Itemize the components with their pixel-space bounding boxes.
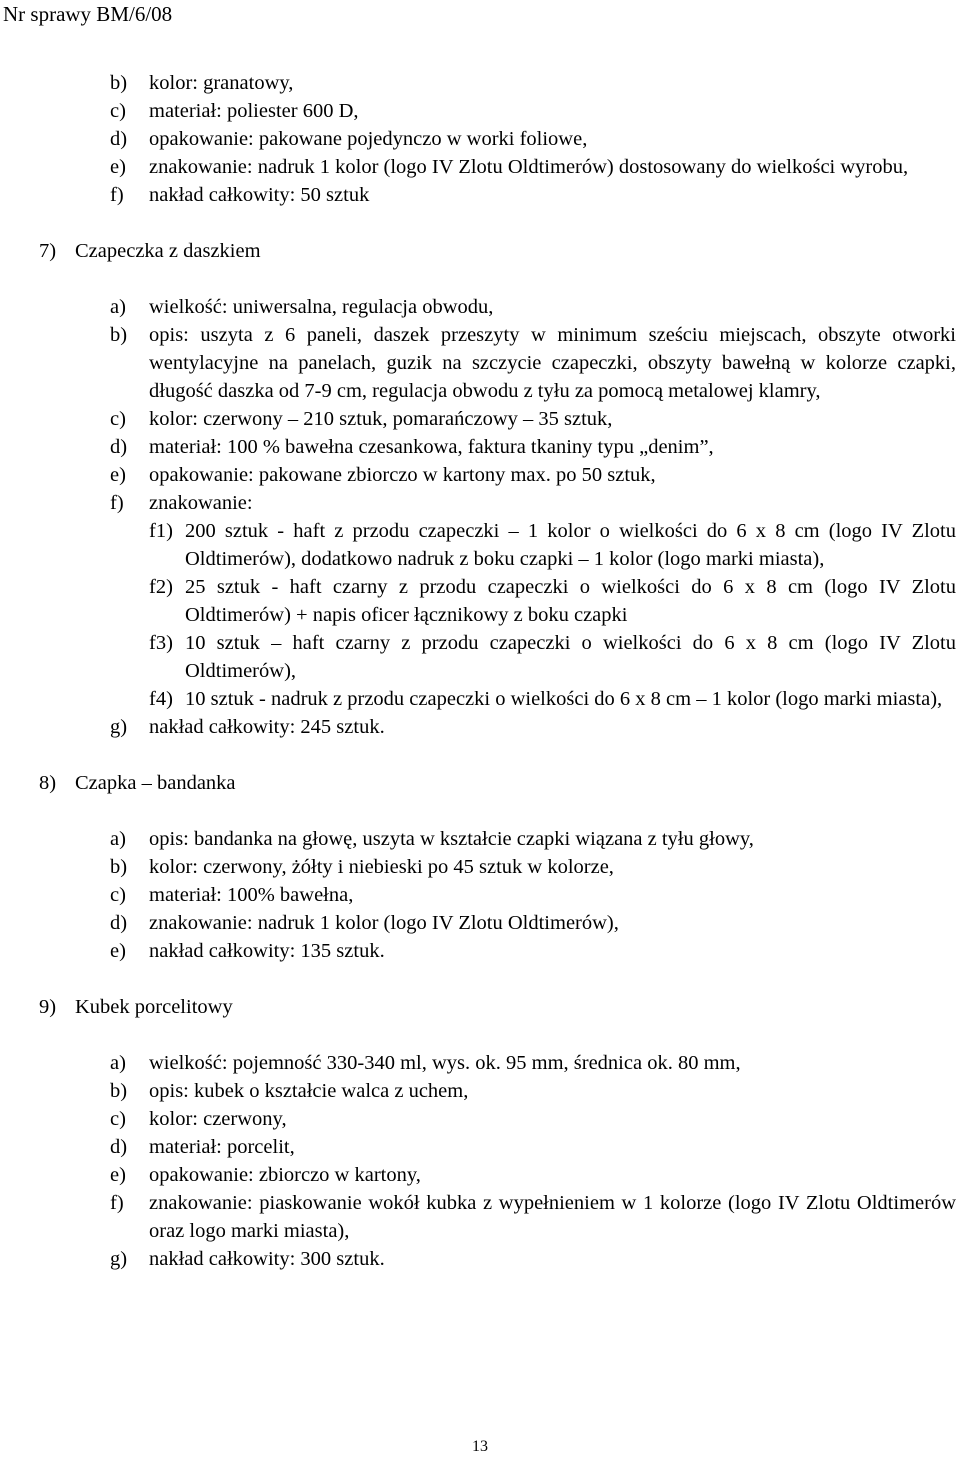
list-item: [0, 1105, 960, 1133]
sub-list-item: [0, 629, 960, 685]
item-label: d): [110, 128, 128, 150]
item-label: c): [110, 884, 126, 906]
section-heading-9: [0, 993, 960, 1021]
list-item: [0, 125, 960, 153]
sub-item-text: 200 sztuk - haft z przodu czapeczki – 1 kolor o wielkości do 6 x 8 cm (logo IV Zlotu Oldtimerów), dodatkowo nadruk z boku czapki – 1 kolor (logo marki miasta),: [185, 520, 956, 570]
item-text: nakład całkowity: 135 sztuk.: [149, 940, 385, 962]
sub-item-label: f2): [149, 576, 173, 598]
item-text: materiał: porcelit,: [149, 1136, 295, 1158]
item-text: nakład całkowity: 50 sztuk: [149, 184, 370, 206]
list-item: [0, 1133, 960, 1161]
item-text: kolor: czerwony, żółty i niebieski po 45 sztuk w kolorze,: [149, 856, 614, 878]
sub-item-label: f1): [149, 520, 173, 542]
item-label: c): [110, 100, 126, 122]
section-7-list: [0, 293, 960, 741]
sub-list-item: [0, 517, 960, 573]
list-item: [0, 713, 960, 741]
sub-list-item: [0, 573, 960, 629]
section-8-list: [0, 825, 960, 965]
sub-item-text: 10 sztuk – haft czarny z przodu czapeczki o wielkości do 6 x 8 cm (logo IV Zlotu Oldtimerów),: [185, 632, 956, 682]
item-label: a): [110, 296, 126, 318]
list-item: [0, 97, 960, 125]
list-item: [0, 825, 960, 853]
item-label: a): [110, 828, 126, 850]
list-item: [0, 153, 960, 181]
list-item: [0, 489, 960, 517]
item-text: wielkość: pojemność 330-340 ml, wys. ok. 95 mm, średnica ok. 80 mm,: [149, 1052, 741, 1074]
list-item: [0, 181, 960, 209]
item-label: c): [110, 408, 126, 430]
item-label: d): [110, 1136, 128, 1158]
item-text: opakowanie: pakowane pojedynczo w worki foliowe,: [149, 128, 588, 150]
list-item: [0, 433, 960, 461]
list-item: [0, 1189, 960, 1245]
item-text: opakowanie: zbiorczo w kartony,: [149, 1164, 421, 1186]
item-label: e): [110, 464, 126, 486]
item-text: nakład całkowity: 300 sztuk.: [149, 1248, 385, 1270]
section-number: 7): [39, 240, 57, 262]
item-label: e): [110, 940, 126, 962]
item-label: e): [110, 156, 126, 178]
list-item: [0, 321, 960, 405]
item-text: kolor: czerwony,: [149, 1108, 287, 1130]
item-text: wielkość: uniwersalna, regulacja obwodu,: [149, 296, 494, 318]
sub-list-item: [0, 685, 960, 713]
list-item: [0, 1161, 960, 1189]
list-item: [0, 1049, 960, 1077]
item-label: f): [110, 492, 124, 514]
sub-item-label: f4): [149, 688, 173, 710]
section-title: Czapeczka z daszkiem: [75, 240, 261, 262]
section-title: Czapka – bandanka: [75, 772, 236, 794]
item-text: kolor: granatowy,: [149, 72, 294, 94]
item-label: c): [110, 1108, 126, 1130]
item-label: f): [110, 1192, 124, 1214]
item-text: kolor: czerwony – 210 sztuk, pomarańczowy – 35 sztuk,: [149, 408, 613, 430]
item-text: opis: kubek o kształcie walca z uchem,: [149, 1080, 469, 1102]
section-heading-7: [0, 237, 960, 265]
item-label: g): [110, 1248, 128, 1270]
item-text: opis: bandanka na głowę, uszyta w kształcie czapki wiązana z tyłu głowy,: [149, 828, 754, 850]
item-label: g): [110, 716, 128, 738]
list-item: [0, 853, 960, 881]
item-label: b): [110, 856, 128, 878]
section-9-list: [0, 1049, 960, 1273]
item-text: znakowanie:: [149, 492, 253, 514]
page-number: 13: [472, 1438, 488, 1455]
item-label: b): [110, 1080, 128, 1102]
item-text: opis: uszyta z 6 paneli, daszek przeszyty w minimum sześciu miejscach, obszyte otworki wentylacyjne na panelach, guzik na szczycie czapeczki, obszyty bawełną w kolorze czapki, długość daszka od 7-9 cm, regulacja obwodu z tyłu za pomocą metalowej klamry,: [149, 324, 956, 402]
list-item: [0, 405, 960, 433]
list-item: [0, 937, 960, 965]
list-item: [0, 461, 960, 489]
item-text: materiał: 100% bawełna,: [149, 884, 354, 906]
item-label: d): [110, 912, 128, 934]
section-title: Kubek porcelitowy: [75, 996, 233, 1018]
section-number: 8): [39, 772, 57, 794]
list-item: [0, 69, 960, 97]
list-item: [0, 293, 960, 321]
item-label: e): [110, 1164, 126, 1186]
item-text: nakład całkowity: 245 sztuk.: [149, 716, 385, 738]
section-number: 9): [39, 996, 57, 1018]
sub-item-text: 25 sztuk - haft czarny z przodu czapeczki o wielkości do 6 x 8 cm (logo IV Zlotu Oldtimerów) + napis oficer łącznikowy z boku czapki: [185, 576, 956, 626]
list-item: [0, 881, 960, 909]
item-text: materiał: poliester 600 D,: [149, 100, 359, 122]
item-text: opakowanie: pakowane zbiorczo w kartony max. po 50 sztuk,: [149, 464, 656, 486]
item-text: znakowanie: nadruk 1 kolor (logo IV Zlotu Oldtimerów) dostosowany do wielkości wyrobu,: [149, 156, 909, 178]
sub-item-text: 10 sztuk - nadruk z przodu czapeczki o wielkości do 6 x 8 cm – 1 kolor (logo marki miasta),: [185, 688, 943, 710]
case-number-header: Nr sprawy BM/6/08: [3, 2, 173, 26]
list-item: [0, 1077, 960, 1105]
document-body: [0, 69, 960, 1273]
item-text: materiał: 100 % bawełna czesankowa, faktura tkaniny typu „denim”,: [149, 436, 714, 458]
item-label: b): [110, 324, 128, 346]
item-label: b): [110, 72, 128, 94]
item-label: d): [110, 436, 128, 458]
sub-item-label: f3): [149, 632, 173, 654]
list-item: [0, 909, 960, 937]
item-label: a): [110, 1052, 126, 1074]
item-text: znakowanie: nadruk 1 kolor (logo IV Zlotu Oldtimerów),: [149, 912, 619, 934]
item-text: znakowanie: piaskowanie wokół kubka z wypełnieniem w 1 kolorze (logo IV Zlotu Oldtimerów oraz logo marki miasta),: [149, 1192, 956, 1242]
item-label: f): [110, 184, 124, 206]
list-item: [0, 1245, 960, 1273]
section-heading-8: [0, 769, 960, 797]
intro-list: [0, 69, 960, 209]
